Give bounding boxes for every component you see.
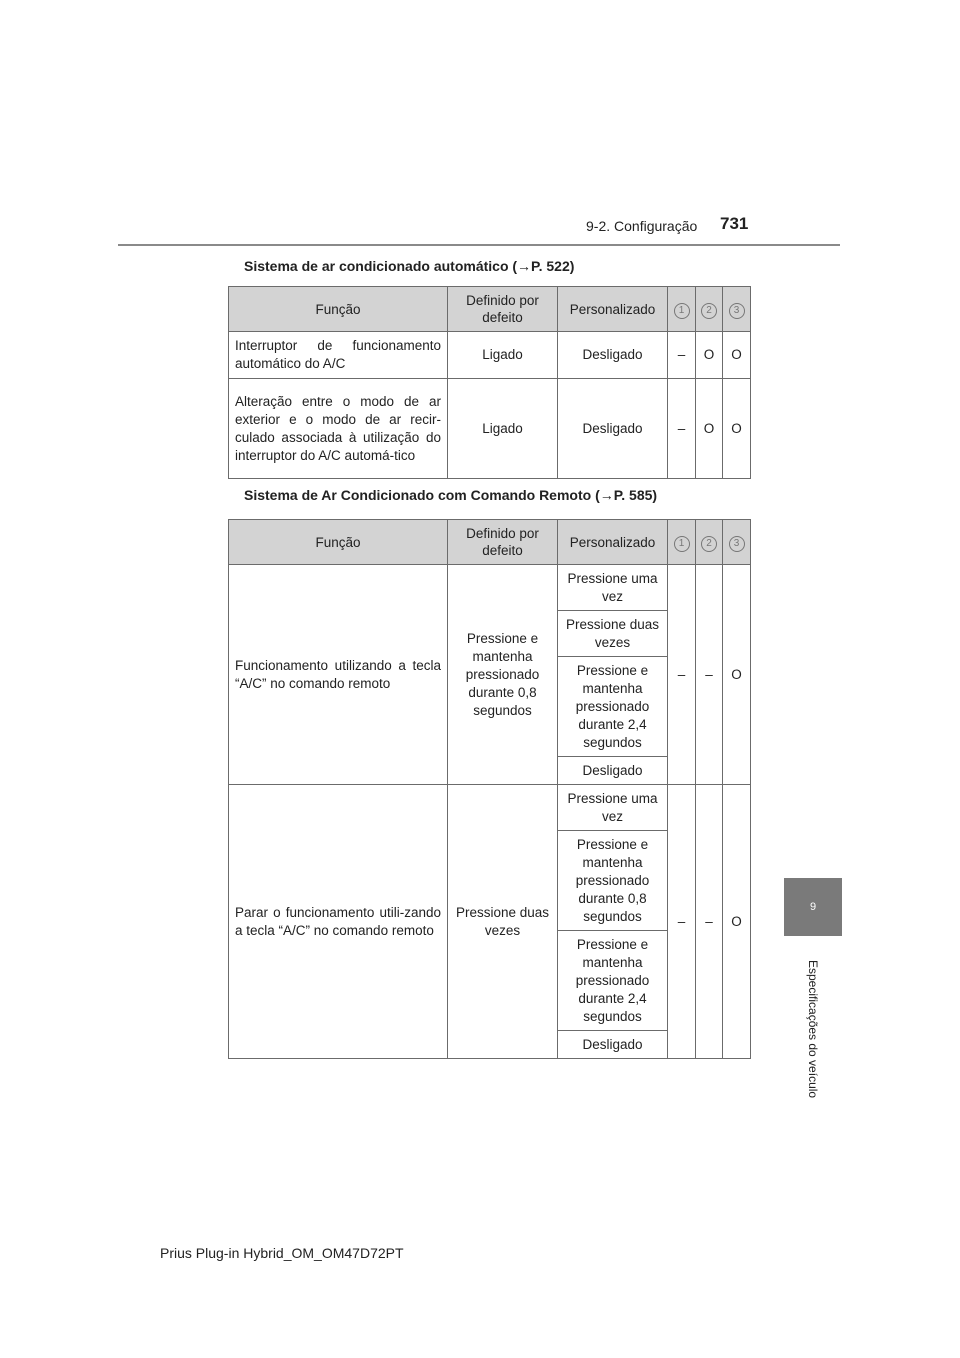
custom-cell: Desligado <box>558 332 668 379</box>
function-cell: Interruptor de funcionamento automático do A/C <box>229 332 448 379</box>
header-function: Função <box>229 520 448 565</box>
mode-2-cell: – <box>696 785 723 1059</box>
table-header-row <box>229 287 751 332</box>
mode-3-cell: O <box>723 785 751 1059</box>
mode-3-cell: O <box>723 332 751 379</box>
header-mode-3 <box>723 520 751 565</box>
header-custom: Personalizado <box>558 287 668 332</box>
table-header-row <box>229 520 751 565</box>
default-cell: Pressione duas vezes <box>448 785 558 1059</box>
mode-2-cell: O <box>696 332 723 379</box>
default-cell: Ligado <box>448 379 558 479</box>
custom-option-cell: Pressione uma vez <box>558 785 668 831</box>
custom-option-cell: Desligado <box>558 757 668 785</box>
header-mode-2 <box>696 520 723 565</box>
custom-option-cell: Desligado <box>558 1031 668 1059</box>
custom-cell: Desligado <box>558 379 668 479</box>
header-default: Definido por defeito <box>448 287 558 332</box>
table-row <box>229 565 751 611</box>
mode-3-cell: O <box>723 379 751 479</box>
default-cell: Ligado <box>448 332 558 379</box>
section-title: 9-2. Configuração <box>586 218 698 234</box>
custom-option-cell: Pressione uma vez <box>558 565 668 611</box>
function-cell: Parar o funcionamento utili-zando a tecla “A/C” no comando remoto <box>229 785 448 1059</box>
header-custom: Personalizado <box>558 520 668 565</box>
table2-title: Sistema de Ar Condicionado com Comando Remoto (→P. 585) <box>244 487 658 503</box>
function-cell: Funcionamento utilizando a tecla “A/C” no comando remoto <box>229 565 448 785</box>
page-number: 731 <box>720 214 749 233</box>
remote-ac-settings-table <box>228 519 751 1059</box>
auto-ac-settings-table <box>228 286 751 479</box>
circled-3-icon: 3 <box>729 303 745 319</box>
chapter-tab <box>784 878 842 936</box>
chapter-label <box>784 944 842 1114</box>
mode-3-cell: O <box>723 565 751 785</box>
header-mode-1 <box>668 287 696 332</box>
mode-1-cell: – <box>668 332 696 379</box>
mode-1-cell: – <box>668 565 696 785</box>
table-row <box>229 332 751 379</box>
mode-1-cell: – <box>668 785 696 1059</box>
table1-title: Sistema de ar condicionado automático (→P. 522) <box>244 258 575 274</box>
header-mode-2 <box>696 287 723 332</box>
table-row <box>229 379 751 479</box>
function-cell: Alteração entre o modo de ar exterior e o modo de ar recir-culado associada à utilização do interruptor do A/C automá-tico <box>229 379 448 479</box>
circled-1-icon: 1 <box>674 536 690 552</box>
header-mode-1 <box>668 520 696 565</box>
document-footer: Prius Plug-in Hybrid_OM_OM47D72PT <box>160 1245 404 1261</box>
header-default: Definido por defeito <box>448 520 558 565</box>
table-row <box>229 785 751 831</box>
circled-2-icon: 2 <box>701 303 717 319</box>
chapter-number: 9 <box>809 901 817 913</box>
custom-option-cell: Pressione e mantenha pressionado durante 2,4 segundos <box>558 657 668 757</box>
header-function: Função <box>229 287 448 332</box>
default-cell: Pressione e mantenha pressionado durante 0,8 segundos <box>448 565 558 785</box>
chapter-label-text: Especificações do veículo <box>806 959 820 1099</box>
circled-1-icon: 1 <box>674 303 690 319</box>
mode-1-cell: – <box>668 379 696 479</box>
custom-option-cell: Pressione e mantenha pressionado durante 2,4 segundos <box>558 931 668 1031</box>
mode-2-cell: – <box>696 565 723 785</box>
circled-2-icon: 2 <box>701 536 717 552</box>
custom-option-cell: Pressione duas vezes <box>558 611 668 657</box>
custom-option-cell: Pressione e mantenha pressionado durante 0,8 segundos <box>558 831 668 931</box>
header-divider <box>118 244 840 246</box>
mode-2-cell: O <box>696 379 723 479</box>
header-mode-3 <box>723 287 751 332</box>
circled-3-icon: 3 <box>729 536 745 552</box>
